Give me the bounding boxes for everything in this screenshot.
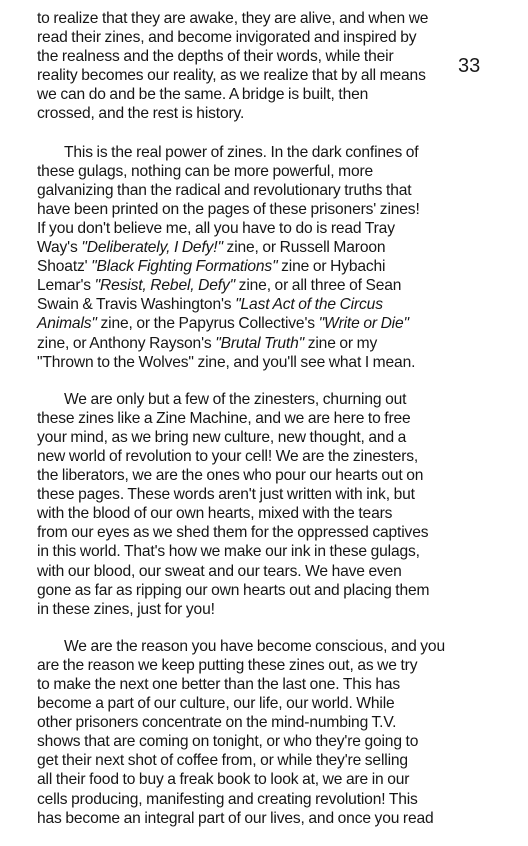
text-run: these pages. These words aren't just written with ink, but	[37, 486, 415, 504]
text-run: galvanizing than the radical and revolutionary truths that	[37, 181, 412, 199]
text-run: zine, or Anthony Rayson's	[37, 334, 216, 352]
italic-title: Animals"	[37, 315, 97, 333]
text-line	[37, 694, 507, 713]
text-run: read their zines, and become invigorated and inspired by	[37, 29, 417, 47]
text-run: the liberators, we are the ones who pour our hearts out on	[37, 467, 424, 485]
body-text	[37, 9, 507, 846]
text-run: these gulags, nothing can be more powerful, more	[37, 162, 374, 180]
text-run: This is the real power of zines. In the dark confines of	[64, 143, 419, 161]
text-run: reality becomes our reality, as we realize that by all means	[37, 67, 426, 85]
text-line	[37, 504, 507, 523]
text-run: We are only but a few of the zinesters, churning out	[64, 390, 407, 408]
text-run: from our eyes as we shed them for the oppressed captives	[37, 524, 429, 542]
text-line	[37, 790, 507, 809]
text-line	[37, 770, 507, 789]
text-line	[37, 295, 507, 314]
text-line	[37, 162, 507, 181]
text-line	[37, 276, 507, 295]
text-run: has become an integral part of our lives, and once you read	[37, 809, 434, 827]
text-line	[37, 428, 507, 447]
text-line	[37, 523, 507, 542]
text-line	[37, 562, 507, 581]
text-run: are the reason we keep putting these zines out, as we try	[37, 656, 418, 674]
text-run: get their next shot of coffee from, or while they're selling	[37, 752, 408, 770]
text-line	[37, 334, 507, 353]
text-line	[37, 257, 507, 276]
text-line	[37, 637, 507, 656]
italic-title: "Brutal Truth"	[215, 334, 305, 352]
text-line	[37, 447, 507, 466]
paragraph	[37, 390, 507, 619]
text-line	[37, 104, 507, 123]
text-line	[37, 181, 507, 200]
text-run: become a part of our culture, our life, our world. While	[37, 695, 395, 713]
text-line	[37, 219, 507, 238]
text-run: in these zines, just for you!	[37, 600, 215, 618]
text-run: cells producing, manifesting and creating revolution! This	[37, 790, 418, 808]
text-run: If you don't believe me, all you have to do is read Tray	[37, 219, 395, 237]
text-run: Way's	[37, 239, 82, 257]
italic-title: "Black Fighting Formations"	[91, 258, 278, 276]
text-run: with the blood of our own hearts, mixed with the tears	[37, 505, 393, 523]
text-line	[37, 9, 507, 28]
text-line	[37, 66, 507, 85]
text-line	[37, 600, 507, 619]
italic-title: "Last Act of the Circus	[235, 296, 383, 314]
page-number: 33	[458, 55, 481, 77]
text-run: with our blood, our sweat and our tears. We have even	[37, 562, 402, 580]
text-run: other prisoners concentrate on the mind-numbing T.V.	[37, 714, 397, 732]
text-run: in this world. That's how we make our ink in these gulags,	[37, 543, 420, 561]
text-line	[37, 28, 507, 47]
text-run: shows that are coming on tonight, or who they're going to	[37, 733, 419, 751]
text-run: to make the next one better than the last one. This has	[37, 676, 401, 693]
text-line	[37, 238, 507, 257]
text-line	[37, 542, 507, 561]
text-run: zine or my	[304, 334, 378, 352]
text-line	[37, 47, 507, 66]
text-run: all their food to buy a freak book to look at, we are in our	[37, 771, 410, 789]
text-run: zine or Hybachi	[277, 258, 386, 276]
text-line	[37, 581, 507, 600]
text-line	[37, 713, 507, 732]
text-run: zine, or Russell Maroon	[222, 239, 386, 257]
paragraph	[37, 9, 507, 124]
text-line	[37, 656, 507, 675]
text-line	[37, 485, 507, 504]
text-run: Shoatz'	[37, 258, 92, 276]
paragraph	[37, 637, 507, 828]
paragraph	[37, 143, 507, 372]
text-run: your mind, as we bring new culture, new thought, and a	[37, 428, 407, 446]
text-line	[37, 314, 507, 333]
text-line	[37, 390, 507, 409]
text-run: zine, or the Papyrus Collective's	[96, 315, 319, 333]
italic-title: "Deliberately, I Defy!"	[81, 239, 223, 257]
text-line	[37, 466, 507, 485]
text-run: we can do and be the same. A bridge is built, then	[37, 86, 369, 104]
text-run: gone as far as ripping our own hearts out and placing them	[37, 581, 430, 599]
text-run: We are the reason you have become conscious, and you	[64, 637, 445, 655]
text-run: the realness and the depths of their words, while their	[37, 48, 394, 66]
text-line	[37, 675, 507, 694]
italic-title: "Write or Die"	[318, 315, 409, 333]
text-line	[37, 85, 507, 104]
text-line	[37, 732, 507, 751]
text-run: zine, or all three of Sean	[235, 277, 402, 295]
italic-title: "Resist, Rebel, Defy"	[94, 277, 235, 295]
text-run: new world of revolution to your cell! We are the zinesters,	[37, 447, 419, 465]
text-run: Lemar's	[37, 277, 95, 295]
text-run: "Thrown to the Wolves" zine, and you'll see what I mean.	[37, 353, 416, 371]
text-run: to realize that they are awake, they are alive, and when we	[37, 10, 429, 27]
text-line	[37, 409, 507, 428]
text-run: have been printed on the pages of these prisoners' zines!	[37, 200, 420, 218]
text-run: Swain & Travis Washington's	[37, 296, 236, 314]
text-run: these zines like a Zine Machine, and we are here to free	[37, 409, 411, 427]
text-line	[37, 353, 507, 372]
text-line	[37, 751, 507, 770]
text-line	[37, 200, 507, 219]
text-run: crossed, and the rest is history.	[37, 105, 245, 123]
text-line	[37, 143, 507, 162]
